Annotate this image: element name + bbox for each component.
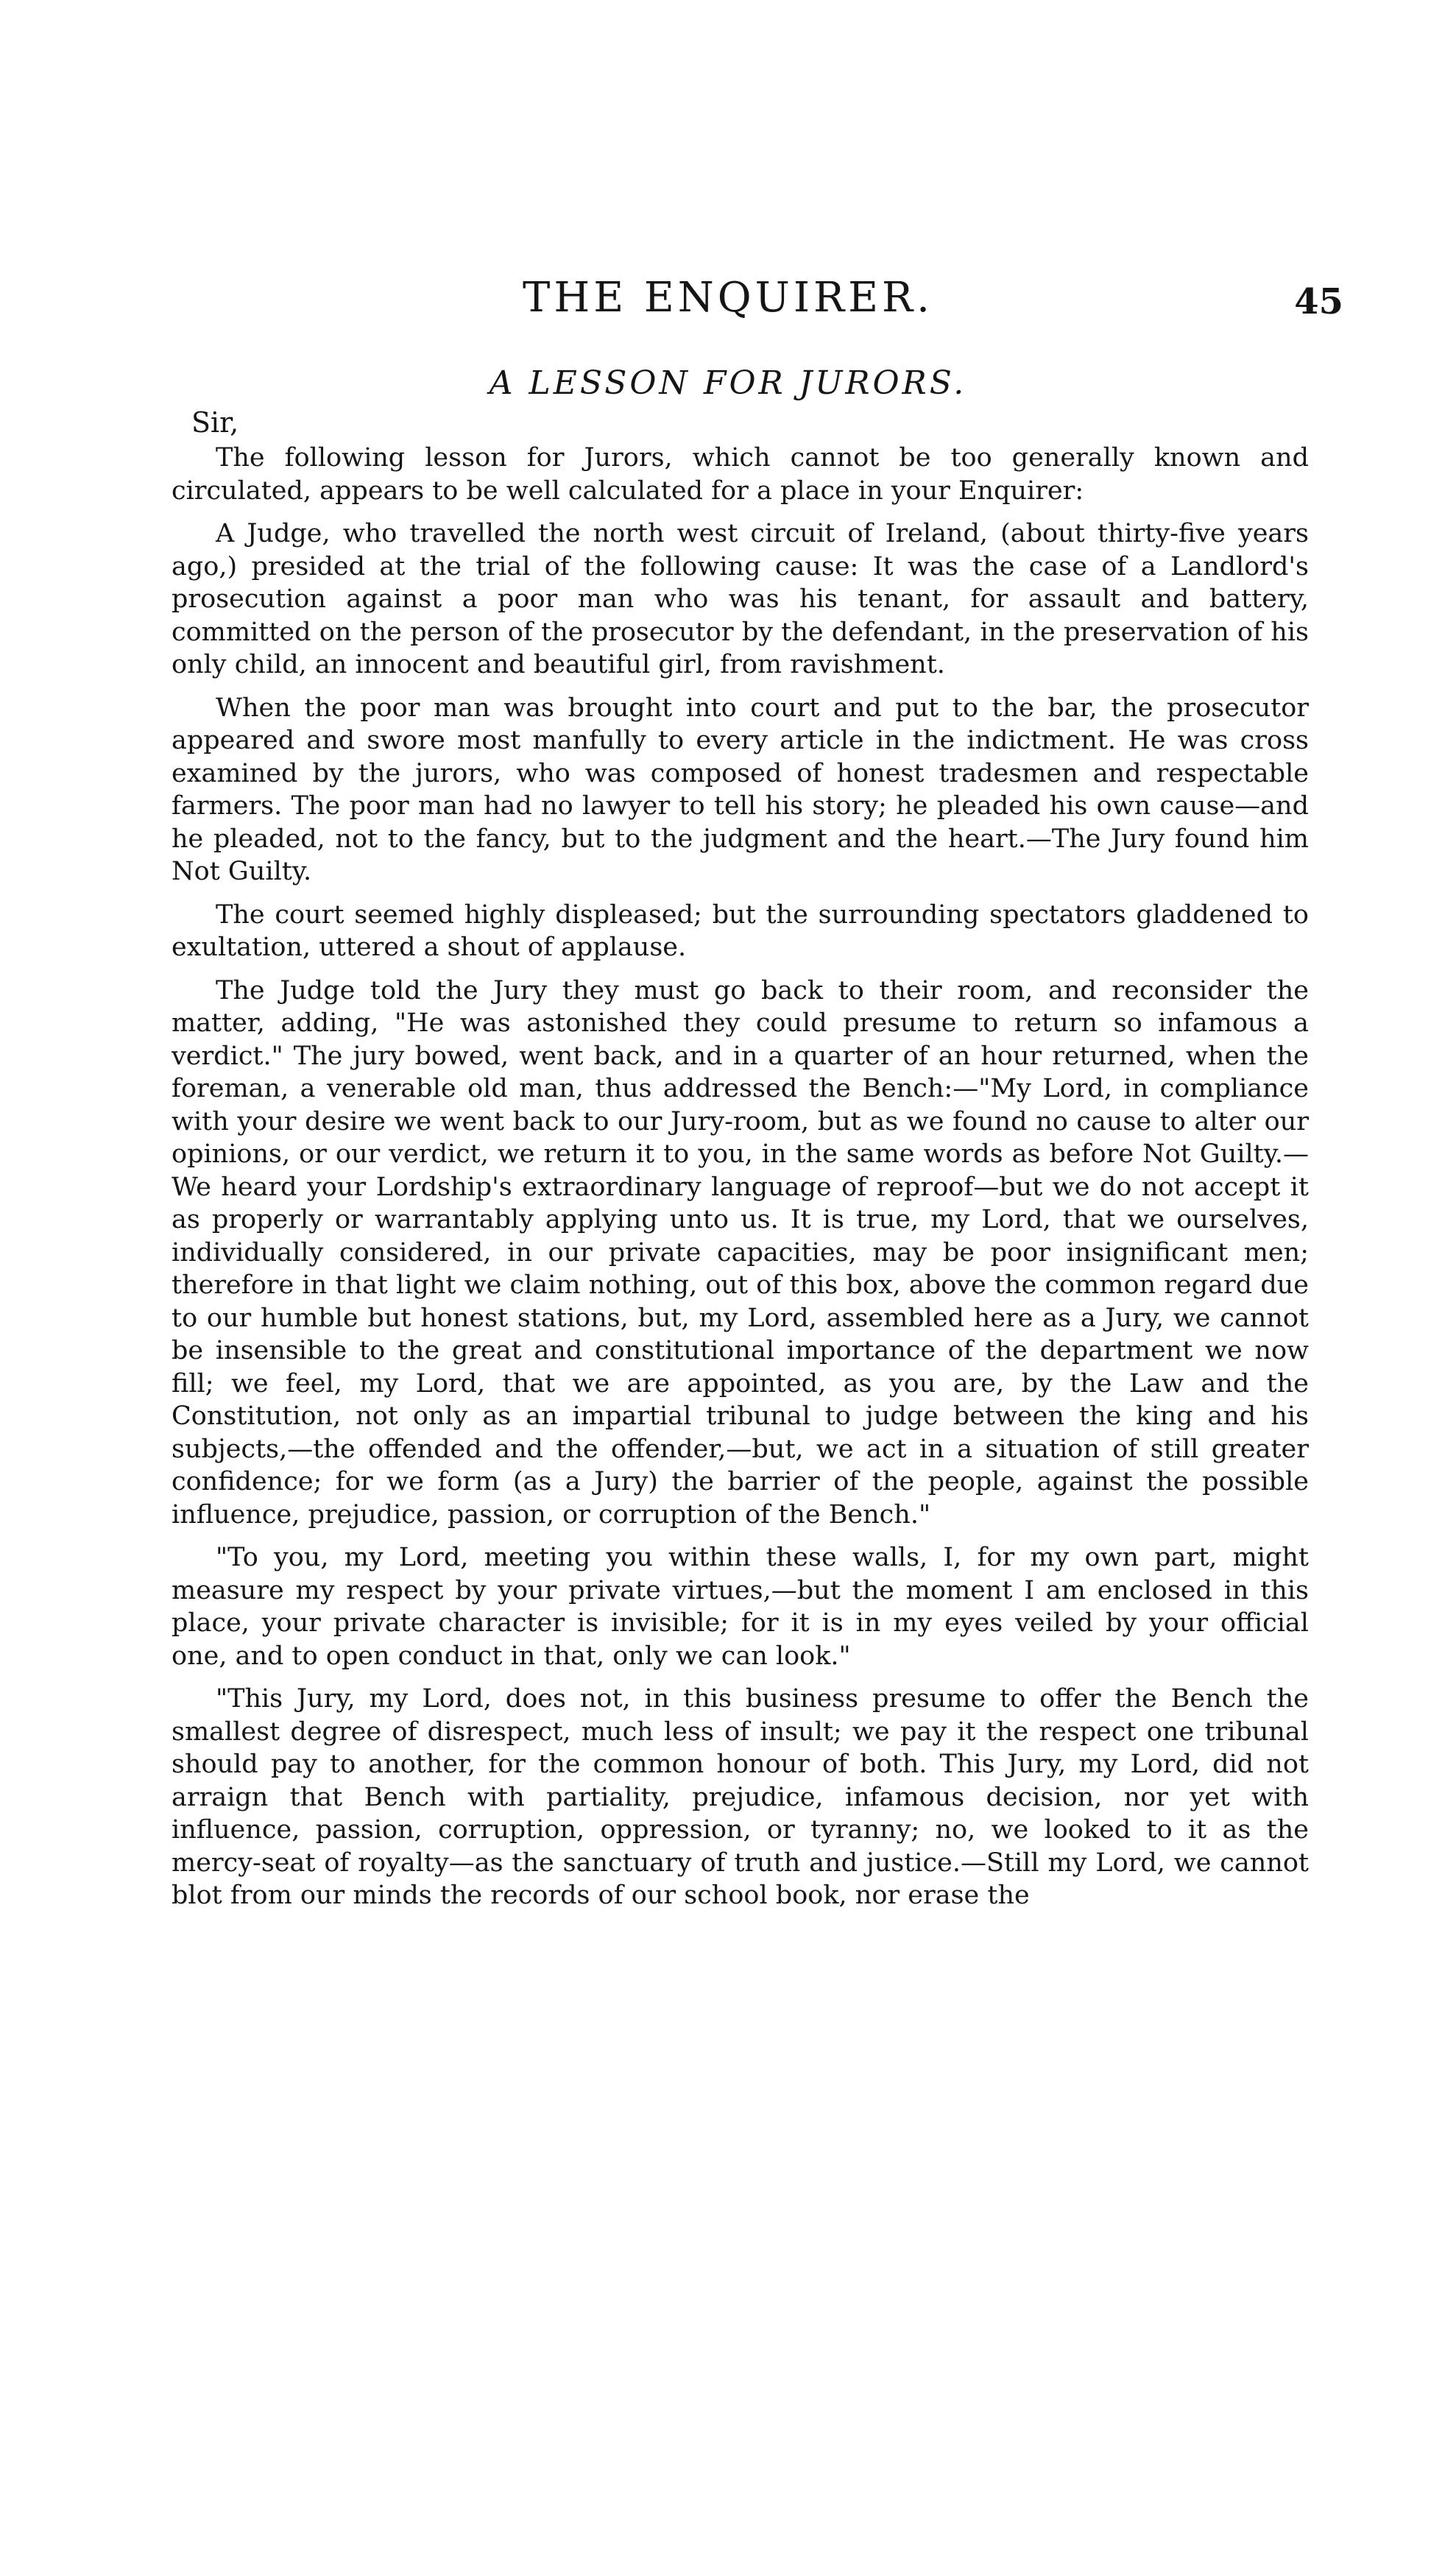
- paragraph: A Judge, who travelled the north west circuit of Ireland, (about thirty-five years ago,) presided at the trial of the following cause: It was the case of a Landlord's prosecution against a poor man who was his tenant, for assault and battery, committed on the person of the prosecutor by the defendant, in the preservation of his only child, an innocent and beautiful girl, from ravishment.: [172, 519, 1309, 679]
- article-body: [172, 442, 1309, 2311]
- paragraph: "To you, my Lord, meeting you within these walls, I, for my own part, might measure my respect by your private virtues,—but the moment I am enclosed in this place, your private character is invisible; for it is in my eyes veiled by your official one, and to open conduct in that, only we can look.": [172, 1543, 1309, 1671]
- paragraph: "This Jury, my Lord, does not, in this business presume to offer the Bench the smallest degree of disrespect, much less of insult; we pay it the respect one tribunal should pay to another, for the common honour of both. This Jury, my Lord, did not arraign that Bench with partiality, prejudice, infamous decision, nor yet with influence, passion, corruption, oppression, or tyranny; no, we looked to it as the mercy-seat of royalty—as the sanctuary of truth and justice.—Still my Lord, we cannot blot from our minds the records of our school book, nor erase the: [172, 1684, 1309, 1910]
- salutation: Sir,: [191, 406, 239, 439]
- paragraph: The Judge told the Jury they must go back to their room, and reconsider the matter, adding, "He was astonished they could presume to return so infamous a verdict." The jury bowed, went back, and in a quarter of an hour returned, when the foreman, a venerable old man, thus addressed the Bench:—"My Lord, in compliance with your desire we went back to our Jury-room, but as we found no cause to alter our opinions, or our verdict, we return it to you, in the same words as before Not Guilty.—We heard your Lordship's extraordinary language of reproof—but we do not accept it as properly or warrantably applying unto us. It is true, my Lord, that we ourselves, individually considered, in our private capacities, may be poor insignificant men; therefore in that light we claim nothing, out of this box, above the common regard due to our humble but honest stations, but, my Lord, assembled here as a Jury, we cannot be insensible to the great and constitutional importance of the department we now fill; we feel, my Lord, that we are appointed, as you are, by the Law and the Constitution, not only as an impartial tribunal to judge between the king and his subjects,—the offended and the offender,—but, we act in a situation of still greater confidence; for we form (as a Jury) the barrier of the people, against the possible influence, prejudice, passion, or corruption of the Bench.": [172, 975, 1309, 1530]
- paragraph: When the poor man was brought into court and put to the bar, the prosecutor appeared and swore most manfully to every article in the indictment. He was cross examined by the jurors, who was composed of honest tradesmen and respectable farmers. The poor man had no lawyer to tell his story; he pleaded his own cause—and he pleaded, not to the fancy, but to the judgment and the heart.—The Jury found him Not Guilty.: [172, 693, 1309, 886]
- page-number: 45: [1294, 281, 1343, 322]
- paragraph: The following lesson for Jurors, which cannot be too generally known and circulated, appears to be well calculated for a place in your Enquirer:: [172, 443, 1309, 506]
- paragraph: The court seemed highly displeased; but the surrounding spectators gladdened to exultation, uttered a shout of applause.: [172, 899, 1309, 962]
- article-title: A LESSON FOR JURORS.: [489, 364, 967, 402]
- page-header: [0, 265, 1456, 331]
- running-title: THE ENQUIRER.: [523, 274, 933, 322]
